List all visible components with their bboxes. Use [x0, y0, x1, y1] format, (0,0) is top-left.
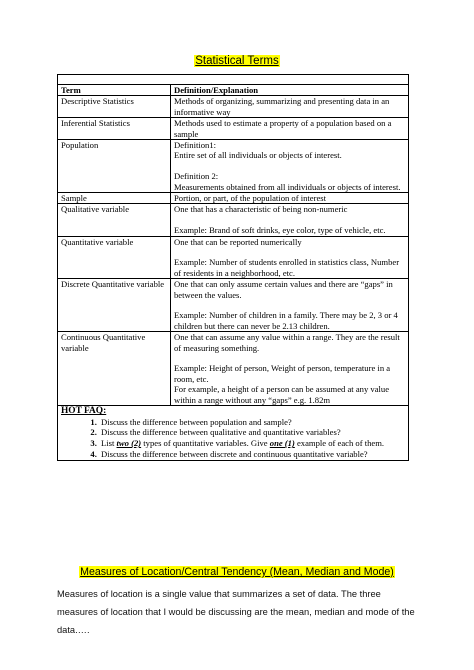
definition-line: Example: Number of children in a family. There may be 2, 3 or 4 children but there can never be 2.13 children.: [174, 310, 398, 331]
definition-cell: [171, 236, 409, 279]
definition-cell: [171, 140, 409, 193]
definition-cell: Methods used to estimate a property of a population based on a sample: [171, 118, 409, 140]
table-row: [58, 140, 409, 193]
table-row: [58, 332, 409, 406]
table-row: [58, 204, 409, 236]
table-row: [58, 193, 409, 204]
definition-line: Example: Height of person, Weight of person, temperature in a room, etc.: [174, 363, 391, 384]
faq-item: 1. Discuss the difference between population and sample?: [99, 417, 405, 428]
term-cell: Population: [58, 140, 171, 193]
faq-text: example of each of them.: [294, 438, 385, 449]
definition-cell: [171, 332, 409, 406]
terms-table: [57, 74, 409, 461]
definition-line: Definition 2:: [174, 171, 219, 182]
definition-cell: Methods of organizing, summarizing and presenting data in an informative way: [171, 96, 409, 118]
term-cell: Discrete Quantitative variable: [58, 279, 171, 332]
header-term: Term: [58, 85, 171, 96]
title-text: Measures of Location/Central Tendency (Mean, Median and Mode): [80, 566, 394, 578]
faq-cell: [58, 406, 409, 461]
table-row: [58, 236, 409, 279]
table-header-row: [58, 85, 409, 96]
title-text: Statistical Terms: [195, 55, 279, 67]
faq-item: [99, 438, 405, 449]
header-definition: Definition/Explanation: [171, 85, 409, 96]
faq-emphasis: two (2): [116, 438, 142, 449]
faq-emphasis: one (1): [269, 438, 295, 449]
faq-text: List: [101, 438, 117, 449]
term-cell: Inferential Statistics: [58, 118, 171, 140]
table-blank-row: [58, 75, 409, 85]
table-row: [58, 118, 409, 140]
definition-cell: [171, 204, 409, 236]
definition-line: One that can only assume certain values and there are “gaps” in between the values.: [174, 279, 393, 300]
section-title-statistical-terms: [0, 55, 474, 67]
term-cell: Descriptive Statistics: [58, 96, 171, 118]
definition-line: Definition1:: [174, 140, 217, 151]
definition-line: Entire set of all individuals or objects of interest.: [174, 150, 342, 161]
faq-text: types of quantitative variables. Give: [141, 438, 270, 449]
table-row: [58, 96, 409, 118]
definition-line: One that can be reported numerically: [174, 236, 302, 247]
definition-line: One that has a characteristic of being non-numeric: [174, 204, 348, 215]
term-cell: Continuous Quantitative variable: [58, 332, 171, 406]
definition-line: One that can assume any value within a range. They are the result of measuring something.: [174, 332, 400, 353]
definition-cell: Portion, or part, of the population of interest: [171, 193, 409, 204]
definition-cell: [171, 279, 409, 332]
faq-row: [58, 406, 409, 461]
faq-title: HOT FAQ:: [61, 406, 107, 417]
term-cell: Sample: [58, 193, 171, 204]
definition-line: Example: Number of students enrolled in statistics class, Number of residents in a neighborhood, etc.: [174, 257, 400, 278]
term-cell: Qualitative variable: [58, 204, 171, 236]
faq-item: 2. Discuss the difference between qualitative and quantitative variables?: [99, 427, 405, 438]
body-paragraph: Measures of location is a single value that summarizes a set of data. The three measures of location that I would be discussing are the mean, median and mode of the data.….: [57, 589, 415, 635]
definition-line: Measurements obtained from all individuals or objects of interest.: [174, 181, 401, 192]
faq-list: [61, 417, 405, 460]
definition-line: For example, a height of a person can be assumed at any value within a range without any “gaps” e.g. 1.82m: [174, 384, 390, 405]
term-cell: Quantitative variable: [58, 236, 171, 279]
faq-item: 4. Discuss the difference between discrete and continuous quantitative variable?: [99, 449, 405, 460]
table-row: [58, 279, 409, 332]
definition-line: Example: Brand of soft drinks, eye color, type of vehicle, etc.: [174, 225, 386, 236]
section-title-measures-of-location: [0, 566, 474, 578]
